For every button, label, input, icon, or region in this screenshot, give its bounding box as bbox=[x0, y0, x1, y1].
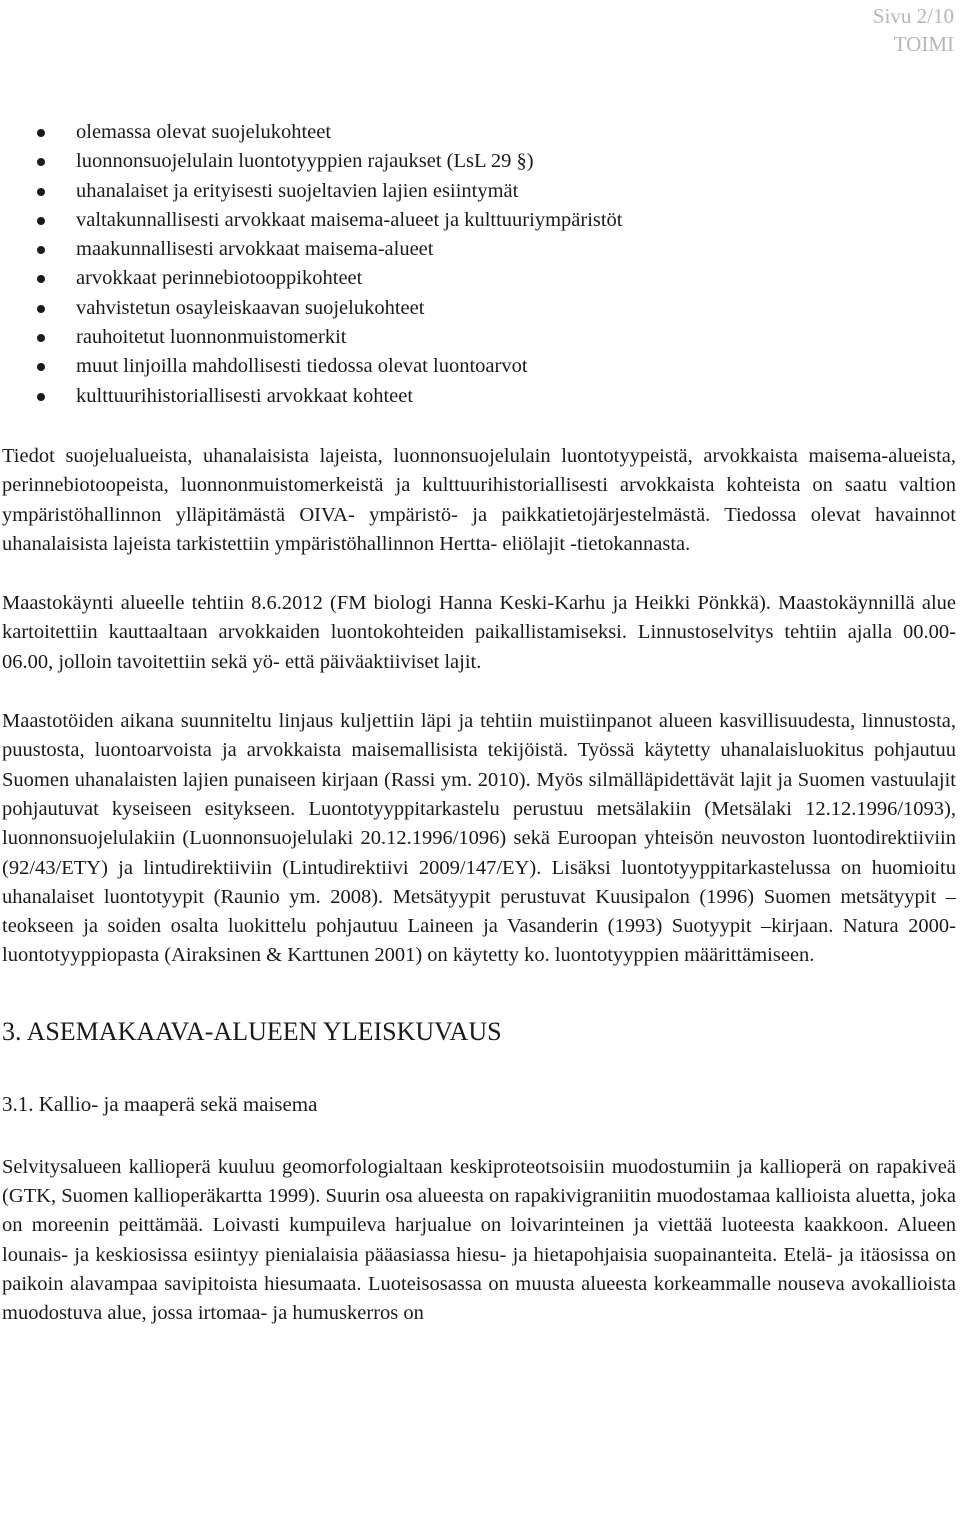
bullet-icon bbox=[37, 393, 45, 401]
paragraph-bedrock: Selvitysalueen kallioperä kuuluu geomorfologialtaan keskiproteotsoisiin muodostumiin ja kallioperä on rapakiveä (GTK, Suomen kallioperäkartta 1999). Suurin osa alueesta on rapakivigraniitin muodostamaa kallioista aluetta, joka on moreenin peittämää. Loivasti kumpuileva harjualue on loivarinteinen ja viettää luoteesta kaakkoon. Alueen lounais- ja keskiosissa esiintyy pienialaisia pääasiassa hiesu- ja hietapohjaisia suopainanteita. Etelä- ja itäosissa on paikoin alavampaa savipitoista hiesumaata. Luoteisosassa on muusta alueesta korkeammalle nouseva avokallioista muodostuva alue, jossa irtomaa- ja humuskerros on bbox=[2, 1155, 956, 1325]
list-item: maakunnallisesti arvokkaat maisema-alueet bbox=[2, 235, 956, 264]
section-heading: 3. ASEMAKAAVA-ALUEEN YLEISKUVAUS bbox=[2, 1016, 502, 1046]
paragraph-field-visit: Maastokäynti alueelle tehtiin 8.6.2012 (FM biologi Hanna Keski-Karhu ja Heikki Pönkkä). Maastokäynnillä alue kartoitettiin kauttaaltaan arvokkaiden luontokohteiden paikallistamiseksi. Linnustoselvitys tehtiin ajalla 00.00-06.00, jolloin tavoitettiin sekä yö- että päiväaktiiviset lajit. bbox=[2, 592, 956, 673]
list-item: kulttuurihistoriallisesti arvokkaat kohteet bbox=[2, 382, 956, 411]
list-item: valtakunnallisesti arvokkaat maisema-alueet ja kulttuuriympäristöt bbox=[2, 206, 956, 235]
bullet-icon bbox=[37, 188, 45, 196]
bullet-icon bbox=[37, 129, 45, 137]
list-item: uhanalaiset ja erityisesti suojeltavien lajien esiintymät bbox=[2, 177, 956, 206]
bullet-icon bbox=[37, 217, 45, 225]
bullet-list bbox=[2, 118, 956, 411]
page-header bbox=[873, 2, 954, 58]
list-item: luonnonsuojelulain luontotyyppien rajaukset (LsL 29 §) bbox=[2, 147, 956, 176]
bullet-icon bbox=[37, 246, 45, 254]
bullet-icon bbox=[37, 363, 45, 371]
paragraph-data-sources: Tiedot suojelualueista, uhanalaisista lajeista, luonnonsuojelulain luontotyypeistä, arvokkaista maisema-alueista, perinnebiotoopeista, luonnonmuistomerkeistä ja kulttuurihistoriallisesti arvokkaista kohteista on saatu valtion ympäristöhallinnon ylläpitämästä OIVA- ympäristö- ja paikkatietojärjestelmästä. Tiedossa olevat havainnot uhanalaisista lajeista tarkistettiin ympäristöhallinnon Hertta- eliölajit -tietokannasta. bbox=[2, 444, 956, 555]
bullet-icon bbox=[37, 275, 45, 283]
organization-name: TOIMI bbox=[893, 32, 954, 56]
paragraph-methods: Maastotöiden aikana suunniteltu linjaus kuljettiin läpi ja tehtiin muistiinpanot alueen kasvillisuudesta, linnustosta, puustosta, luontoarvoista ja arvokkaista maisemallisista tekijöistä. Työssä käytetty uhanalaisluokitus pohjautuu Suomen uhanalaisten lajien punaiseen kirjaan (Rassi ym. 2010). Myös silmälläpidettävät lajit ja Suomen vastuulajit pohjautuvat kyseiseen esitykseen. Luontotyyppitarkastelu perustuu metsälakiin (Metsälaki 12.12.1996/1093), luonnonsuojelulakiin (Luonnonsuojelulaki 20.12.1996/1096) sekä Euroopan yhteisön neuvoston luontodirektiiviin (92/43/ETY) ja lintudirektiiviin (Lintudirektiivi 2009/147/EY). Lisäksi luontotyyppitarkastelussa on huomioitu uhanalaiset luontotyypit (Raunio ym. 2008). Metsätyypit perustuvat Kuusipalon (1996) Suomen metsätyypit –teokseen ja soiden osalta luokittelu pohjautuu Laineen ja Vasanderin (1993) Suotyypit –kirjaan. Natura 2000-luontotyyppiopasta (Airaksinen & Karttunen 2001) on käytetty ko. luontotyyppien määrittämiseen. bbox=[2, 710, 956, 967]
list-item: vahvistetun osayleiskaavan suojelukohteet bbox=[2, 294, 956, 323]
bullet-icon bbox=[37, 334, 45, 342]
list-item: rauhoitetut luonnonmuistomerkit bbox=[2, 323, 956, 352]
list-item: arvokkaat perinnebiotooppikohteet bbox=[2, 264, 956, 293]
bullet-icon bbox=[37, 158, 45, 166]
document-body bbox=[2, 118, 956, 1329]
subsection-heading: 3.1. Kallio- ja maaperä sekä maisema bbox=[2, 1091, 318, 1116]
bullet-icon bbox=[37, 305, 45, 313]
list-item: olemassa olevat suojelukohteet bbox=[2, 118, 956, 147]
list-item: muut linjoilla mahdollisesti tiedossa olevat luontoarvot bbox=[2, 352, 956, 381]
page-number: Sivu 2/10 bbox=[872, 4, 954, 28]
